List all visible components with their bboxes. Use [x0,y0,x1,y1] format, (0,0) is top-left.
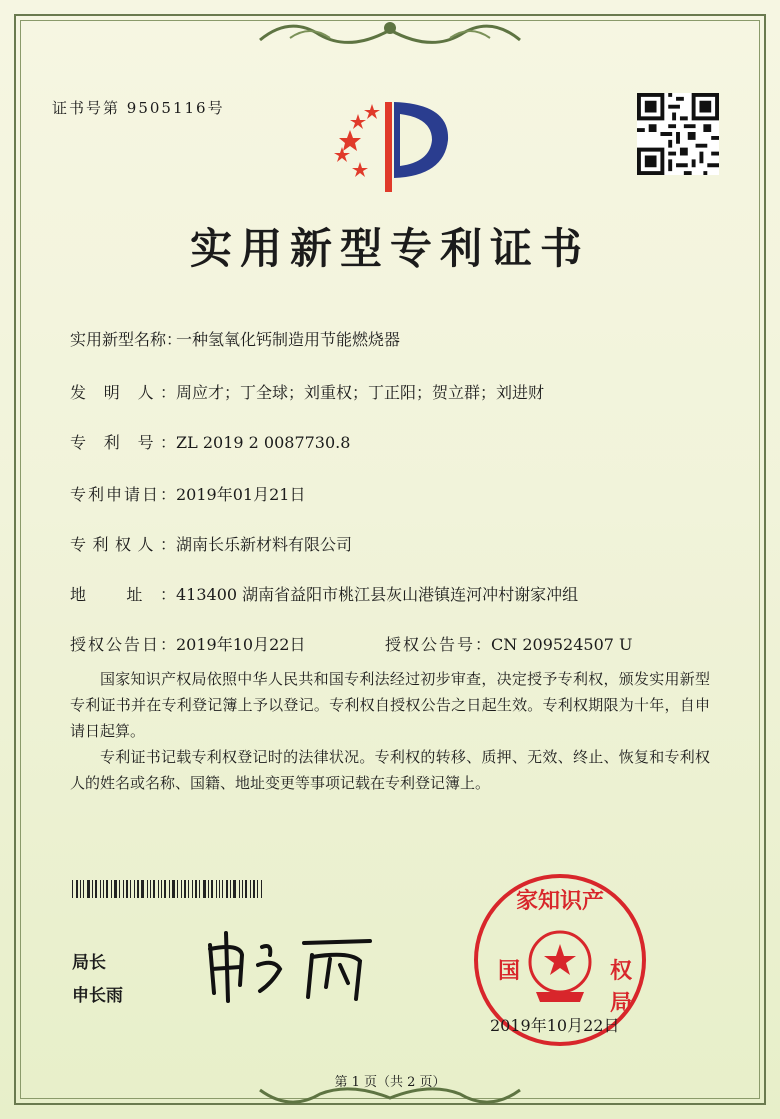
svg-text:权: 权 [610,959,633,984]
barcode-bar [147,880,148,898]
barcode-bar [92,880,93,898]
svg-text:国: 国 [498,959,521,984]
barcode-bar [72,880,73,898]
director-signature-icon [200,925,380,1005]
barcode-bar [216,880,217,898]
seal-date: 2019年10月22日 [490,1016,620,1035]
top-ornament-icon [250,10,530,54]
barcode-bar [87,880,90,898]
barcode-bar [158,880,159,898]
page-number: 第 1 页（共 2 页） [334,1075,446,1090]
barcode-bar [195,880,197,898]
patent-number-row [70,430,350,453]
barcode-bar [126,880,128,898]
barcode-bar [199,880,200,898]
apply-date-row [70,482,305,505]
patent-number-value: ZL 2019 2 0087730.8 [176,433,351,452]
barcode-bar [106,880,108,898]
utility-name-value: 一种氢氧化钙制造用节能燃烧器 [176,330,401,349]
certificate-number-label: 证书号第 [52,99,121,117]
barcode-bar [150,880,151,898]
grant-date-label: 授权公告日： [70,635,176,654]
address-label: 地 址： [70,585,176,604]
inventor-label: 发 明 人： [70,383,176,402]
svg-text:局: 局 [610,991,633,1016]
patent-number-label: 专 利 号： [70,433,176,452]
barcode-bar [184,880,186,898]
barcode-bar [123,880,124,898]
cnipa-logo-icon [320,92,460,202]
barcode-bar [164,880,166,898]
grant-number-value: CN 209524507 U [491,635,633,654]
certificate-statement [70,666,710,796]
barcode-bar [219,880,220,898]
inventor-row [70,380,544,403]
address-row [70,582,578,605]
svg-text:家知识产: 家知识产 [515,889,605,914]
barcode-bar [134,880,135,898]
barcode-bar [141,880,144,898]
barcode-icon [72,880,290,898]
address-value: 413400 湖南省益阳市桃江县灰山港镇连河冲村谢家冲组 [176,585,579,604]
barcode-bar [100,880,101,898]
utility-name-row [70,327,400,350]
barcode-bar [222,880,223,898]
barcode-bar [250,880,251,898]
barcode-bar [181,880,182,898]
barcode-bar [95,880,97,898]
barcode-bar [76,880,78,898]
owner-value: 湖南长乐新材料有限公司 [176,535,353,554]
grant-date-value: 2019年10月22日 [176,635,306,654]
barcode-bar [245,880,247,898]
barcode-bar [188,880,189,898]
barcode-bar [153,880,155,898]
director-name: 申长雨 [72,986,123,1006]
qr-code-icon [637,93,719,175]
owner-row [70,532,352,555]
barcode-bar [130,880,131,898]
inventor-value: 周应才；丁全球；刘重权；丁正阳；贺立群；刘进财 [176,383,545,402]
barcode-bar [233,880,236,898]
barcode-bar [208,880,209,898]
certificate-title: 实用新型专利证书 [189,224,590,273]
barcode-bar [203,880,206,898]
barcode-bar [169,880,170,898]
barcode-bar [83,880,84,898]
barcode-bar [239,880,240,898]
apply-date-label: 专利申请日： [70,485,176,504]
barcode-bar [242,880,243,898]
statement-paragraph-2: 专利证书记载专利权登记时的法律状况。专利权的转移、质押、无效、终止、恢复和专利权人的姓名或名称、国籍、地址变更等事项记载在专利登记簿上。 [70,748,710,792]
barcode-bar [114,880,117,898]
grant-number-label: 授权公告号： [385,635,491,654]
barcode-bar [80,880,81,898]
barcode-bar [161,880,162,898]
certificate-number-value: 9505116 [126,99,208,117]
barcode-bar [119,880,120,898]
barcode-bar [137,880,139,898]
apply-date-value: 2019年01月21日 [176,485,306,504]
certificate-number [52,97,225,118]
barcode-bar [172,880,175,898]
barcode-bar [177,880,178,898]
utility-name-label: 实用新型名称： [70,330,183,349]
certificate-number-suffix: 号 [207,99,225,117]
barcode-bar [211,880,213,898]
barcode-bar [261,880,262,898]
barcode-bar [257,880,258,898]
barcode-bar [230,880,231,898]
barcode-bar [192,880,193,898]
grant-number-row [385,632,633,655]
grant-date-row [70,632,305,655]
barcode-bar [103,880,104,898]
owner-label: 专利权人： [70,535,176,554]
barcode-bar [226,880,228,898]
barcode-bar [253,880,255,898]
statement-paragraph-1: 国家知识产权局依照中华人民共和国专利法经过初步审查，决定授予专利权，颁发实用新型专利证书并在专利登记簿上予以登记。专利权自授权公告之日起生效。专利权期限为十年，自申请日起算。 [70,670,710,740]
barcode-bar [111,880,112,898]
director-title: 局长 [72,953,106,973]
